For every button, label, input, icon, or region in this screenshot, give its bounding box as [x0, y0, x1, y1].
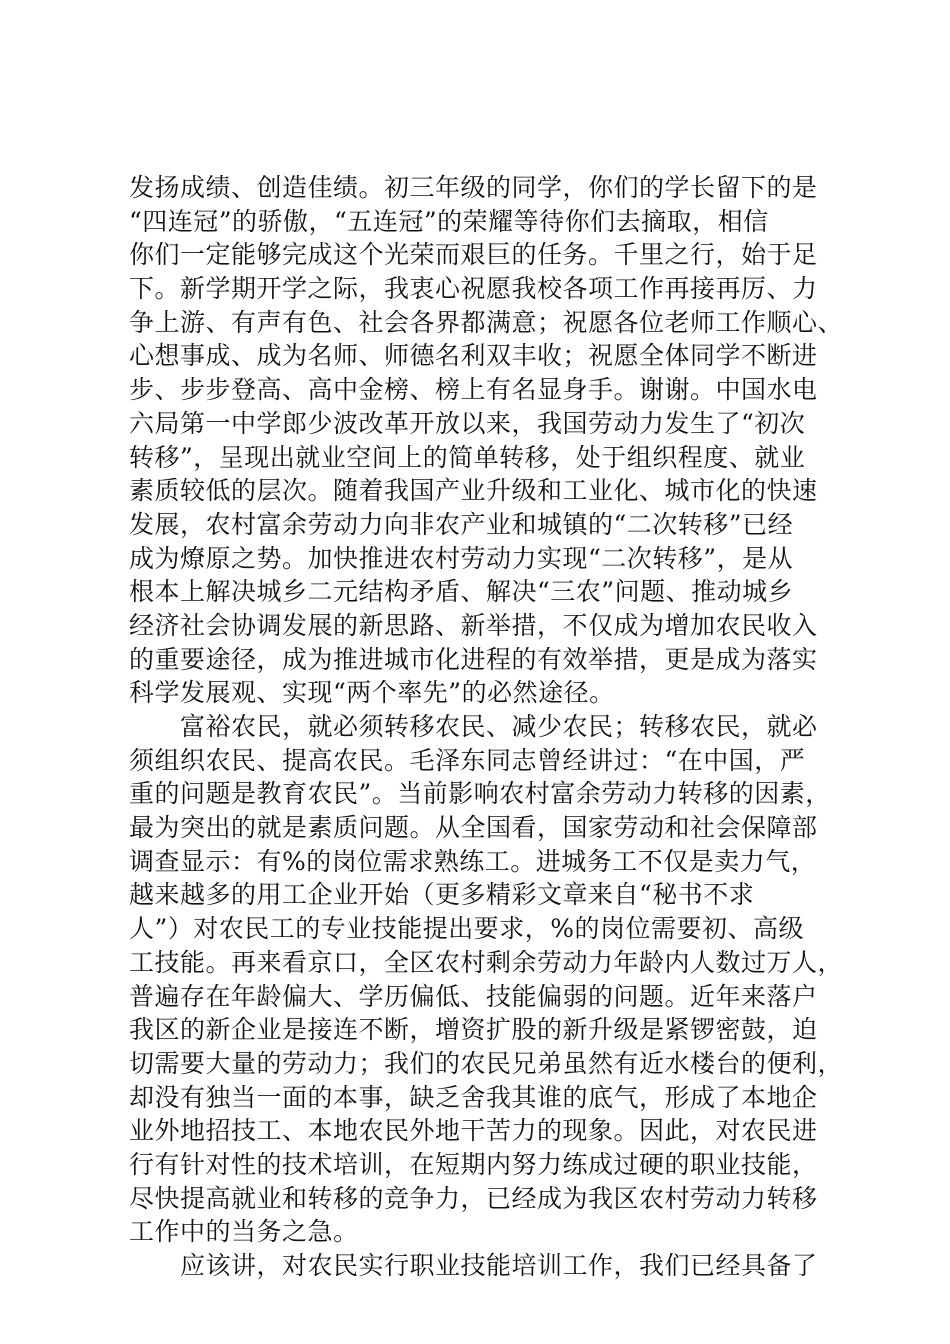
text-line: 行有针对性的技术培训，在短期内努力练成过硬的职业技能，	[129, 1149, 818, 1179]
text-line: 科学发展观、实现“两个率先”的必然途径。	[129, 678, 615, 708]
text-line: 业外地招技工、本地农民外地干苦力的现象。因此，对农民进	[129, 1116, 818, 1146]
text-line: 我区的新企业是接连不断，增资扩股的新升级是紧锣密鼓，迫	[129, 1015, 818, 1045]
text-line: 心想事成、成为名师、师德名利双丰收；祝愿全体同学不断进	[129, 341, 818, 371]
text-line: 重的问题是教育农民”。当前影响农村富余劳动力转移的因素，	[129, 779, 831, 809]
text-line: 却没有独当一面的本事，缺乏舍我其谁的底气，形成了本地企	[129, 1082, 818, 1112]
text-line: 尽快提高就业和转移的竞争力，已经成为我区农村劳动力转移	[129, 1183, 818, 1213]
text-line: 六局第一中学郎少波改革开放以来，我国劳动力发生了“初次	[129, 408, 806, 438]
text-line: 下。新学期开学之际，我衷心祝愿我校各项工作再接再厉、力	[129, 274, 818, 304]
text-line: 越来越多的用工企业开始（更多精彩文章来自“秘书不求	[129, 880, 755, 910]
text-line: 的重要途径，成为推进城市化进程的有效举措，更是成为落实	[129, 644, 818, 674]
text-line: 调查显示：有%的岗位需求熟练工。进城务工不仅是卖力气，	[129, 846, 817, 876]
text-line: 工技能。再来看京口，全区农村剩余劳动力年龄内人数过万人，	[129, 947, 844, 977]
text-line: 成为燎原之势。加快推进农村劳动力实现“二次转移”，是从	[129, 543, 794, 573]
text-line: 须组织农民、提高农民。毛泽东同志曾经讲过：“在中国，严	[129, 745, 806, 775]
text-line: 发扬成绩、创造佳绩。初三年级的同学，你们的学长留下的是	[129, 173, 818, 202]
text-line: 根本上解决城乡二元结构矛盾、解决“三农”问题、推动城乡	[129, 577, 794, 607]
text-line: 富裕农民，就必须转移农民、减少农民；转移农民，就必	[129, 712, 818, 741]
text-line: 最为突出的就是素质问题。从全国看，国家劳动和社会保障部	[129, 813, 818, 843]
text-line: 发展，农村富余劳动力向非农产业和城镇的“二次转移”已经	[129, 509, 794, 539]
text-line: 经济社会协调发展的新思路、新举措，不仅成为增加农民收入	[129, 610, 818, 640]
text-line: 素质较低的层次。随着我国产业升级和工业化、城市化的快速	[129, 476, 818, 506]
text-line: 切需要大量的劳动力；我们的农民兄弟虽然有近水楼台的便利，	[129, 1048, 844, 1078]
text-line: 普遍存在年龄偏大、学历偏低、技能偏弱的问题。近年来落户	[129, 981, 818, 1011]
text-line: 应该讲，对农民实行职业技能培训工作，我们已经具备了	[129, 1251, 818, 1280]
text-line: 转移”，呈现出就业空间上的简单转移，处于组织程度、就业	[129, 442, 806, 472]
text-line: 你们一定能够完成这个光荣而艰巨的任务。千里之行，始于足	[129, 240, 818, 270]
text-line: 步、步步登高、高中金榜、榜上有名显身手。谢谢。中国水电	[129, 375, 818, 405]
body-text	[129, 171, 844, 1283]
text-line: 工作中的当务之急。	[129, 1217, 359, 1247]
text-line: “四连冠”的骄傲，“五连冠”的荣耀等待你们去摘取，相信	[129, 206, 769, 236]
text-line: 人”）对农民工的专业技能提出要求，%的岗位需要初、高级	[129, 914, 805, 944]
text-line: 争上游、有声有色、社会各界都满意；祝愿各位老师工作顺心、	[129, 307, 844, 337]
